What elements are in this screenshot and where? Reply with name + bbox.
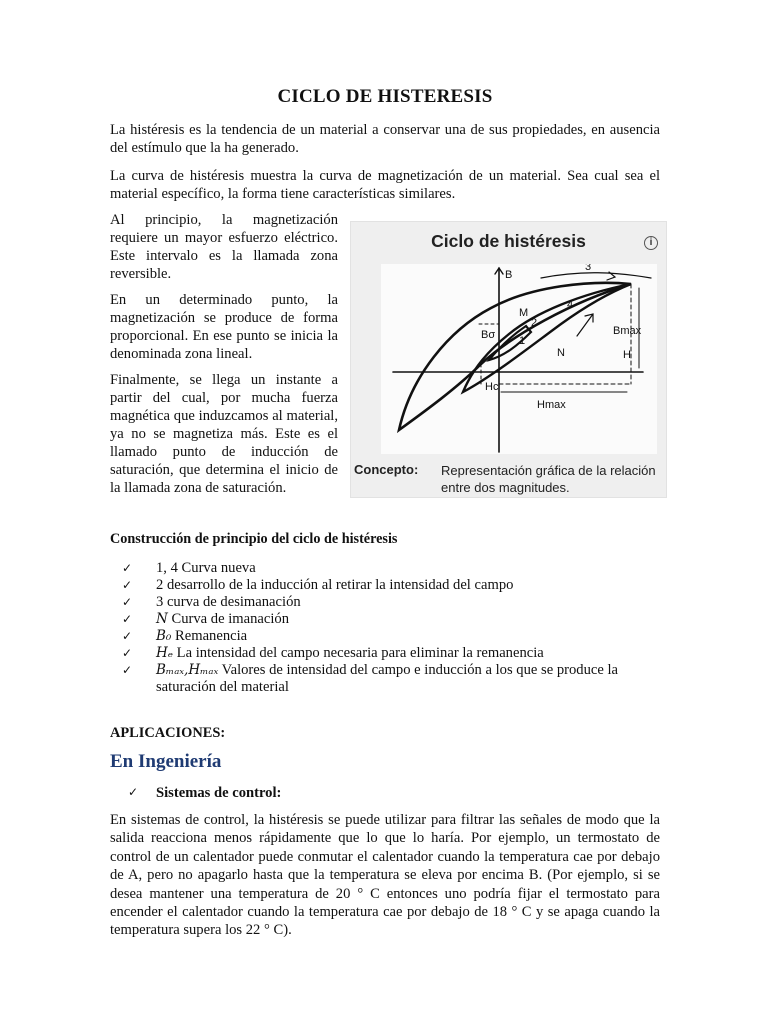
- check-icon: ✓: [122, 595, 133, 609]
- outer-loop: [399, 283, 631, 430]
- list-item: [110, 611, 660, 628]
- list-item: [110, 577, 660, 594]
- list-item: [110, 628, 660, 645]
- check-icon: ✓: [122, 612, 133, 626]
- label-4: 4: [567, 299, 574, 311]
- text-column: [110, 211, 338, 505]
- list-item-text: La intensidad del campo necesaria para eliminar la remanencia: [176, 645, 544, 661]
- label-bo: Bσ: [481, 329, 496, 341]
- list-item-text: 1, 4 Curva nueva: [156, 560, 256, 576]
- concept-label: Concepto:: [354, 462, 419, 477]
- subsection-label: Sistemas de control:: [156, 785, 282, 801]
- label-3: 3: [585, 264, 592, 273]
- page-title: CICLO DE HISTERESIS: [277, 86, 493, 107]
- figure-title: Ciclo de histéresis: [431, 231, 586, 251]
- list-item-symbol: N: [156, 611, 168, 627]
- curve-4-arrow-line: [577, 314, 593, 336]
- list-item-symbol: Hₑ: [156, 645, 174, 661]
- applications-heading: APLICACIONES:: [110, 725, 226, 741]
- hysteresis-figure: [350, 221, 667, 498]
- info-icon[interactable]: i: [644, 236, 658, 250]
- list-item-symbol: B₀: [156, 628, 172, 644]
- list-item-text: Valores de intensidad del campo e inducción a los que se produce la saturación del material: [156, 662, 619, 695]
- label-m: M: [519, 307, 529, 319]
- hysteresis-plot: [381, 264, 657, 454]
- check-icon: ✓: [122, 646, 133, 660]
- label-h: H: [623, 349, 631, 361]
- list-item: [110, 560, 660, 577]
- hysteresis-diagram: [381, 264, 657, 454]
- label-bmax: Bmax: [613, 325, 642, 337]
- label-hc: Hc: [485, 381, 499, 393]
- list-item: [110, 645, 660, 662]
- list-item-text: Curva de imanación: [171, 611, 289, 627]
- curve-3: [541, 273, 651, 278]
- list-item-text: Remanencia: [175, 628, 248, 644]
- intro-paragraph-2: La curva de histéresis muestra la curva de magnetización de un material. Sea cual sea el material específico, la forma tiene características similares.: [110, 168, 660, 202]
- label-n: N: [557, 347, 565, 359]
- list-item: [110, 662, 660, 696]
- list-item-symbol: Bₘₐₓ,Hₘₐₓ: [156, 662, 219, 678]
- label-b: B: [505, 269, 513, 281]
- list-item-text: 3 curva de desimanación: [156, 594, 301, 610]
- intro-paragraph-1: La histéresis es la tendencia de un material a conservar una de sus propiedades, en ausencia del estímulo que la ha generado.: [110, 122, 660, 156]
- construction-list: [110, 560, 660, 696]
- section-heading-engineering: En Ingeniería: [110, 751, 222, 772]
- list-item-text: 2 desarrollo de la inducción al retirar la intensidad del campo: [156, 577, 514, 593]
- control-systems-paragraph: En sistemas de control, la histéresis se puede utilizar para filtrar las señales de modo que la salida reacciona menos rápidamente que lo que lo haría. Por ejemplo, un termostato de control de un calentador puede conmutar el calentador cuando la temperatura cae por debajo de A, pero no apagarlo hasta que la temperatura se eleva por encima B. (Por ejemplo, si se desea mantener una temperatura de 20 ° C entonces uno podría fijar el termostato para encender el calentador cuando la temperatura cae por debajo de 18 ° C y se apaga cuando la temperatura supera los 22 ° C).: [110, 812, 660, 939]
- check-icon: ✓: [128, 785, 139, 799]
- column-paragraph-3: Finalmente, se llega un instante a partir del cual, por mucha fuerza magnética que induzcamos al material, ya no se magnetiza más. Este es el llamado punto de inducción de saturación, que determina el inicio de la llamada zona de saturación.: [110, 372, 338, 496]
- label-2: 2: [531, 317, 538, 329]
- concept-text: Representación gráfica de la relación entre dos magnitudes.: [441, 463, 656, 495]
- check-icon: ✓: [122, 578, 133, 592]
- column-paragraph-2: En un determinado punto, la magnetización se produce de forma proporcional. En ese punto se inicia la denominada zona lineal.: [110, 292, 338, 362]
- label-hmax: Hmax: [537, 399, 566, 411]
- construction-heading: Construcción de principio del ciclo de histéresis: [110, 531, 398, 547]
- check-icon: ✓: [122, 663, 133, 677]
- check-icon: ✓: [122, 629, 133, 643]
- column-paragraph-1: Al principio, la magnetización requiere un mayor esfuerzo eléctrico. Este intervalo es la llamada zona reversible.: [110, 212, 338, 282]
- check-icon: ✓: [122, 561, 133, 575]
- list-item: [110, 594, 660, 611]
- subsection-control-systems: [110, 785, 281, 802]
- label-1: 1: [519, 335, 526, 347]
- diagram-lines: [393, 268, 651, 452]
